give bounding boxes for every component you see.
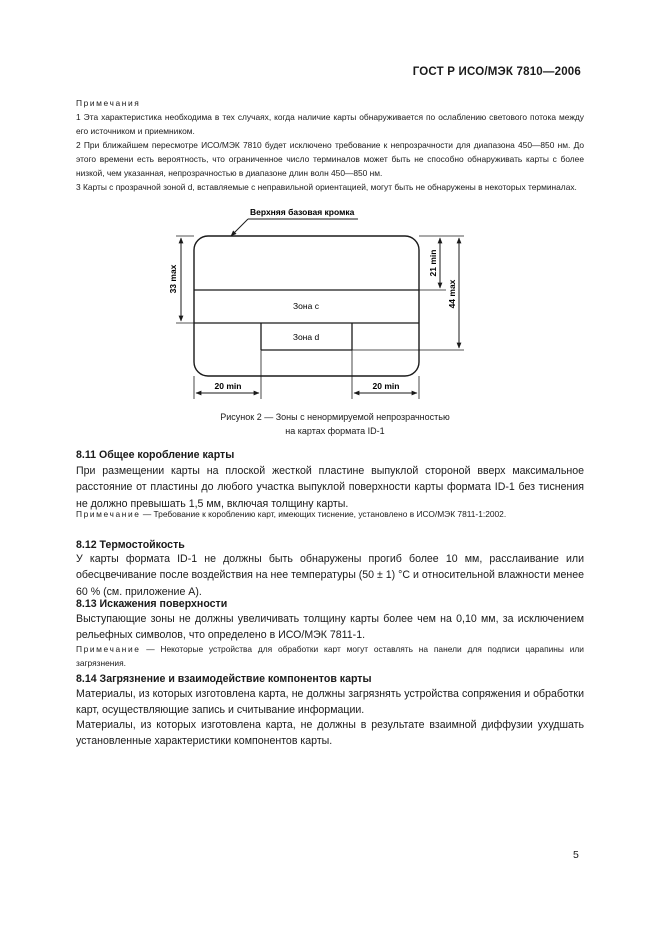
note-label: Примечание [76, 644, 141, 654]
section-8-13-heading: 8.13 Искажения поверхности [76, 598, 228, 610]
notes-title: Примечания [76, 98, 141, 108]
section-8-11-note [76, 507, 584, 521]
dim-21-label: 21 min [428, 249, 438, 277]
section-8-14-para-2: Материалы, из которых изготовлена карта, не должны в результате взаимной диффузии ухудшать установленные характеристики компонентов карты. [76, 719, 584, 748]
top-edge-label: Верхняя базовая кромка [250, 207, 355, 217]
dim-33-label: 33 max [168, 264, 178, 294]
note-label: Примечание [76, 509, 141, 519]
dim-20-right-label: 20 min [372, 381, 400, 391]
section-8-14-para-1: Материалы, из которых изготовлена карта, не должны загрязнять устройства сопряжения и обработки карт, осуществляющие запись и считывание информации. [76, 688, 584, 717]
opacity-zones-figure [0, 195, 661, 405]
section-8-11-para [76, 463, 584, 512]
notes-block [76, 96, 584, 194]
note-item-3: 3 Карты с прозрачной зоной d, вставляемые с неправильной ориентацией, могут быть не обнаружены в некоторых терминалах. [76, 182, 577, 192]
section-8-12-heading: 8.12 Термостойкость [76, 539, 185, 551]
caption-line-1: Рисунок 2 — Зоны с ненормируемой непрозрачностью [220, 412, 450, 422]
section-8-11-text: При размещении карты на плоской жесткой пластине выпуклой стороной вверх максимальное расстояние от пластины до любого участка выпуклой поверхности карты формата ID-1 без тиснения не должно превышать 1,5 мм, включая толщину карты. [76, 465, 584, 510]
figure-caption [150, 410, 520, 438]
dim-20-left-label: 20 min [214, 381, 242, 391]
section-8-13-para: Выступающие зоны не должны увеличивать толщину карты более чем на 0,10 мм, за исключением рельефных символов, что определено в ИСО/МЭК 7811-1. [76, 613, 584, 642]
zone-d-label: Зона d [292, 332, 320, 342]
top-edge-pointer [231, 219, 248, 236]
section-8-13-note [76, 642, 584, 670]
note-text: — Некоторые устройства для обработки карт могут оставлять на панели для подписи царапины или загрязнения. [76, 644, 584, 668]
document-header: ГОСТ Р ИСО/МЭК 7810—2006 [412, 66, 581, 78]
page-number: 5 [573, 849, 579, 861]
note-text: — Требование к короблению карт, имеющих тиснение, установлено в ИСО/МЭК 7811-1:2002. [142, 509, 507, 519]
dim-44-label: 44 max [447, 279, 457, 309]
note-item-1: 1 Эта характеристика необходима в тех случаях, когда наличие карты обнаруживается по ослаблению светового потока между его источником и приемником. [76, 112, 584, 136]
section-8-11-heading: 8.11 Общее коробление карты [76, 449, 235, 461]
section-8-14-heading: 8.14 Загрязнение и взаимодействие компонентов карты [76, 673, 372, 685]
caption-line-2: на картах формата ID-1 [285, 426, 385, 436]
zone-c-label: Зона c [293, 301, 319, 311]
section-8-12-para: У карты формата ID-1 не должны быть обнаружены прогиб более 10 мм, расслаивание или обесцвечивание после воздействия на нее температуры (50 ± 1) °С и относительной влажности менее 60 % (см. приложение А). [76, 553, 584, 598]
note-item-2: 2 При ближайшем пересмотре ИСО/МЭК 7810 будет исключено требование к непрозрачности для диапазона 450—850 нм. До этого времени есть вероятность, что ограниченное число терминалов может быть не способно обнаруживать карты с более низкой, чем указанная, непрозрачностью в диапазоне длин волн 450—850 нм. [76, 140, 584, 178]
